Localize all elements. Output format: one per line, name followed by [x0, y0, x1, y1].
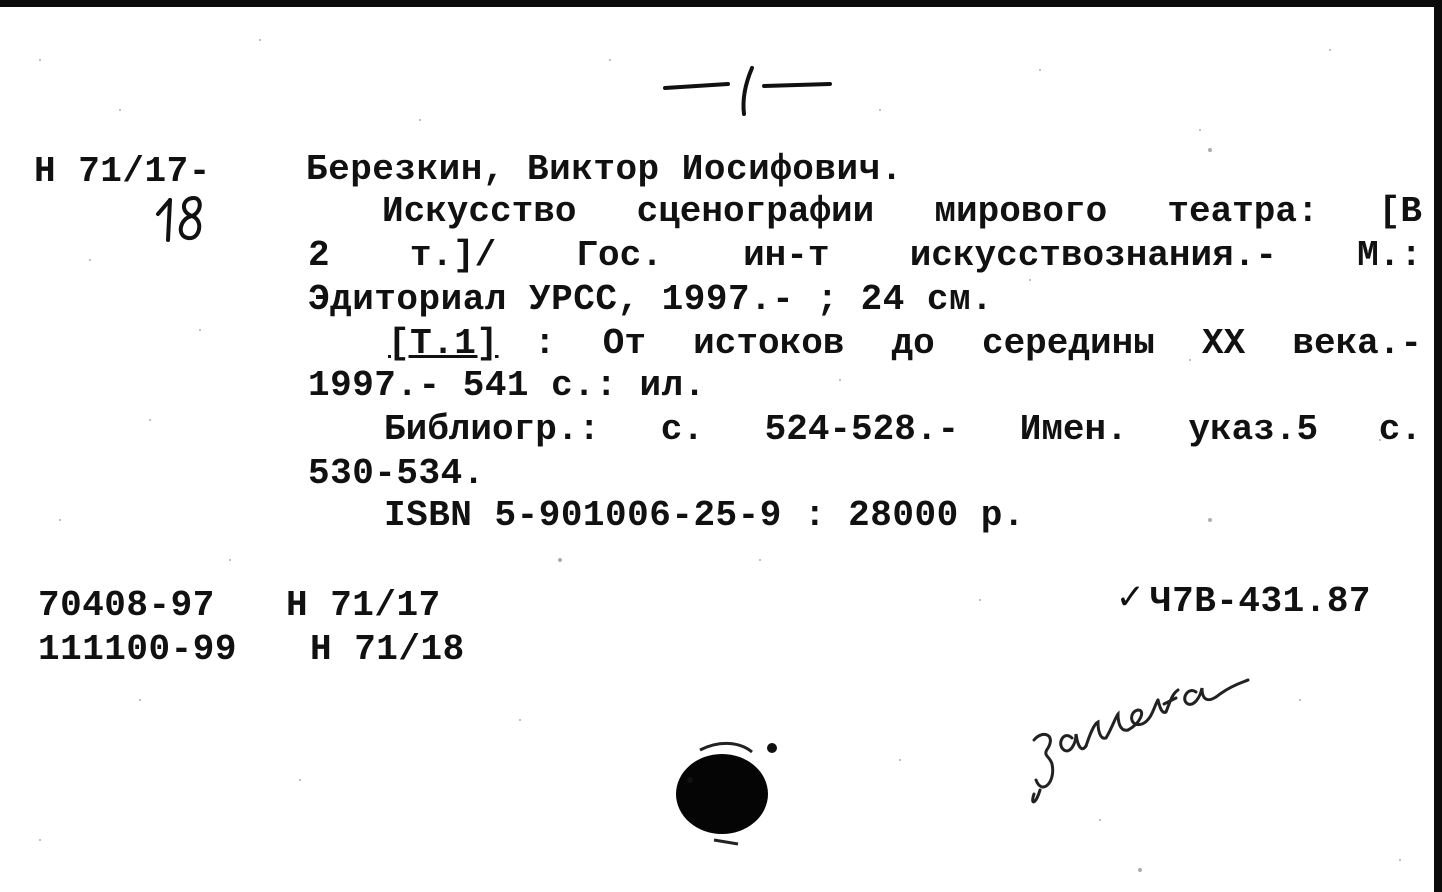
volume-word: XX [1201, 323, 1246, 364]
title-word: 2 [308, 235, 330, 276]
volume-line-1 [534, 324, 1422, 364]
volume-word: : [534, 323, 556, 364]
title-word: т.]/ [409, 235, 497, 276]
page-number-handwritten [660, 60, 840, 120]
title-word: М.: [1357, 235, 1422, 276]
title-word: мирового [934, 191, 1108, 232]
title-word: искусствознания.- [909, 235, 1277, 276]
notes-word: Имен. [1019, 409, 1128, 450]
accession-shelf: Н 71/17 [286, 585, 441, 626]
title-word: [В [1378, 191, 1422, 232]
classification-check-mark: ✓ [1118, 577, 1143, 622]
imprint-line: Эдиториал УРСС, 1997.- ; 24 см. [308, 279, 994, 320]
volume-word: середины [981, 323, 1155, 364]
volume-word: века.- [1292, 323, 1422, 364]
notes-word: с. [660, 409, 704, 450]
title-word: ин-т [743, 235, 830, 276]
notes-word: 524-528.- [764, 409, 960, 450]
notes-line-2: 530-534. [308, 453, 485, 494]
isbn-line: ISBN 5-901006-25-9 : 28000 р. [384, 495, 1026, 536]
classification-index: Ч7В-431.87 [1150, 581, 1372, 622]
author-heading: Березкин, Виктор Иосифович. [306, 149, 903, 190]
accession-number: 70408-97 [38, 585, 215, 626]
notes-line-1 [384, 410, 1422, 450]
volume-word: От [602, 323, 646, 364]
title-word: Гос. [576, 235, 663, 276]
volume-mark: [Т.1] [388, 323, 499, 364]
punch-hole [660, 730, 790, 850]
shelfmark-handwritten-18 [150, 190, 220, 250]
notes-word: Библиогр.: [384, 409, 601, 450]
title-line-2 [308, 236, 1422, 276]
title-word: театра: [1167, 191, 1319, 232]
volume-line-2: 1997.- 541 с.: ил. [308, 365, 706, 406]
notes-word: указ.5 [1188, 409, 1319, 450]
title-word: сценографии [636, 191, 875, 232]
title-word: Искусство [382, 191, 577, 232]
accession-number: 111100-99 [38, 629, 237, 670]
accession-shelf: Н 71/18 [310, 629, 465, 670]
volume-word: истоков [693, 323, 845, 364]
shelfmark: Н 71/17- [34, 151, 211, 192]
volume-word: до [891, 323, 935, 364]
handwritten-note-zamena [1020, 660, 1260, 810]
title-line-1 [382, 192, 1422, 232]
notes-word: с. [1378, 409, 1422, 450]
